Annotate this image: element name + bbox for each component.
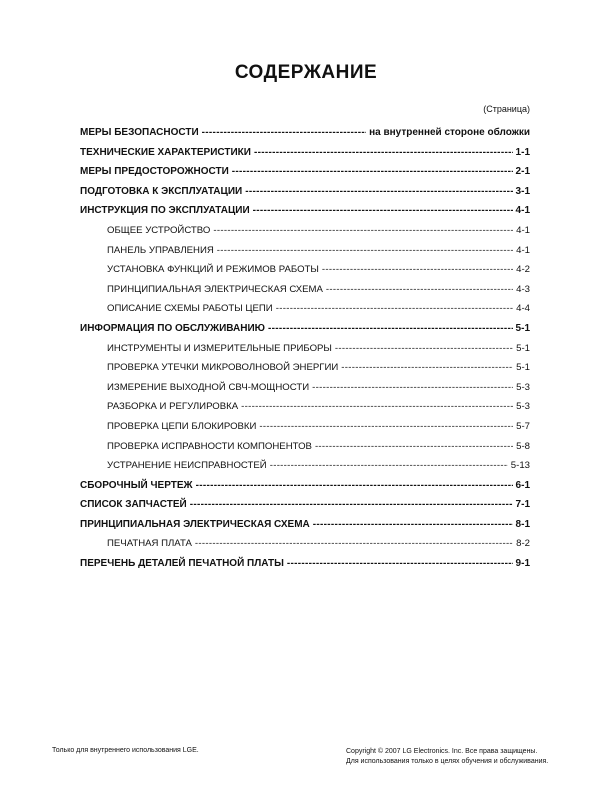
toc-page-number: 2-1 xyxy=(515,166,530,178)
toc-leader-dots xyxy=(341,362,513,373)
toc-entry-title: ПРОВЕРКА УТЕЧКИ МИКРОВОЛНОВОЙ ЭНЕРГИИ xyxy=(107,362,339,374)
toc-entry-title: ИНСТРУКЦИЯ ПО ЭКСПЛУАТАЦИИ xyxy=(80,205,250,217)
toc-entry-title: ПЕЧАТНАЯ ПЛАТА xyxy=(107,538,192,550)
toc-subsection-row[interactable] xyxy=(80,343,530,363)
toc-leader-dots xyxy=(254,147,513,158)
toc-section-row[interactable] xyxy=(80,480,530,500)
footer-internal-use: Только для внутреннего использования LGE. xyxy=(52,747,199,754)
toc-leader-dots xyxy=(270,460,508,471)
toc-subsection-row[interactable] xyxy=(80,460,530,480)
toc-leader-dots xyxy=(326,284,513,295)
toc-page-number: на внутренней стороне обложки xyxy=(369,127,530,138)
toc-leader-dots xyxy=(335,343,513,354)
toc-page-number: 5-1 xyxy=(516,362,530,374)
page-column-note: (Страница) xyxy=(483,104,530,114)
toc-entry-title: ИНФОРМАЦИЯ ПО ОБСЛУЖИВАНИЮ xyxy=(80,322,265,334)
toc-section-row[interactable] xyxy=(80,205,530,225)
toc-entry-title: СПИСОК ЗАПЧАСТЕЙ xyxy=(80,499,187,511)
toc-entry-title: ПЕРЕЧЕНЬ ДЕТАЛЕЙ ПЕЧАТНОЙ ПЛАТЫ xyxy=(80,558,284,570)
toc-entry-title: РАЗБОРКА И РЕГУЛИРОВКА xyxy=(107,401,239,413)
toc-section-row[interactable] xyxy=(80,519,530,539)
toc-page-number: 5-3 xyxy=(516,401,530,413)
toc-entry-title: ИЗМЕРЕНИЕ ВЫХОДНОЙ СВЧ-МОЩНОСТИ xyxy=(107,381,310,393)
footer-copyright-line: Copyright © 2007 LG Electronics. Inc. Все права защищены. xyxy=(346,748,538,755)
footer-copyright xyxy=(346,747,548,767)
toc-subsection-row[interactable] xyxy=(80,284,530,304)
toc-leader-dots xyxy=(268,323,513,334)
toc-leader-dots xyxy=(232,166,513,177)
toc-leader-dots xyxy=(241,401,513,412)
toc-page-number: 7-1 xyxy=(515,499,530,511)
page-title: СОДЕРЖАНИЕ xyxy=(234,62,378,83)
toc-page-number: 4-1 xyxy=(515,205,530,217)
toc-section-row[interactable] xyxy=(80,127,530,147)
toc-subsection-row[interactable] xyxy=(80,225,530,245)
toc-page-number: 8-1 xyxy=(515,518,530,530)
toc-entry-title: ПРИНЦИПИАЛЬНАЯ ЭЛЕКТРИЧЕСКАЯ СХЕМА xyxy=(107,283,323,295)
toc-entry-title: ПОДГОТОВКА К ЭКСПЛУАТАЦИИ xyxy=(80,185,243,197)
toc-page-number: 5-7 xyxy=(516,420,530,432)
toc-page-number: 4-4 xyxy=(516,303,530,315)
toc-leader-dots xyxy=(217,245,513,256)
toc-entry-title: УСТРАНЕНИЕ НЕИСПРАВНОСТЕЙ xyxy=(107,460,267,472)
toc-leader-dots xyxy=(287,558,513,569)
toc-page-number: 5-8 xyxy=(516,440,530,452)
toc-subsection-row[interactable] xyxy=(80,303,530,323)
toc-leader-dots xyxy=(315,441,513,452)
toc-entry-title: МЕРЫ ПРЕДОСТОРОЖНОСТИ xyxy=(80,166,229,178)
toc-leader-dots xyxy=(312,382,513,393)
toc-leader-dots xyxy=(313,519,513,530)
toc-section-row[interactable] xyxy=(80,323,530,343)
footer-usage-line: Для использования только в целях обучения и обслуживания. xyxy=(346,758,549,765)
toc-page-number: 9-1 xyxy=(515,558,530,570)
toc-page-number: 8-2 xyxy=(516,538,530,550)
toc-leader-dots xyxy=(196,480,513,491)
toc-subsection-row[interactable] xyxy=(80,382,530,402)
table-of-contents xyxy=(80,127,530,578)
toc-leader-dots xyxy=(259,421,513,432)
toc-entry-title: ОБЩЕЕ УСТРОЙСТВО xyxy=(107,224,211,236)
toc-page-number: 5-13 xyxy=(510,460,530,472)
toc-entry-title: ПРОВЕРКА ИСПРАВНОСТИ КОМПОНЕНТОВ xyxy=(107,440,312,452)
toc-entry-title: ТЕХНИЧЕСКИЕ ХАРАКТЕРИСТИКИ xyxy=(80,146,251,158)
toc-entry-title: ПРОВЕРКА ЦЕПИ БЛОКИРОВКИ xyxy=(107,420,257,432)
toc-section-row[interactable] xyxy=(80,147,530,167)
toc-page-number: 6-1 xyxy=(515,479,530,491)
toc-section-row[interactable] xyxy=(80,186,530,206)
toc-subsection-row[interactable] xyxy=(80,441,530,461)
toc-entry-title: ОПИСАНИЕ СХЕМЫ РАБОТЫ ЦЕПИ xyxy=(107,303,273,315)
toc-page-number: 3-1 xyxy=(515,185,530,197)
toc-subsection-row[interactable] xyxy=(80,245,530,265)
toc-leader-dots xyxy=(253,205,513,216)
toc-entry-title: СБОРОЧНЫЙ ЧЕРТЕЖ xyxy=(80,479,193,491)
toc-entry-title: ПАНЕЛЬ УПРАВЛЕНИЯ xyxy=(107,244,214,256)
toc-subsection-row[interactable] xyxy=(80,401,530,421)
toc-subsection-row[interactable] xyxy=(80,538,530,558)
toc-page-number: 4-2 xyxy=(516,264,530,276)
toc-page-number: 4-1 xyxy=(516,244,530,256)
toc-page-number: 5-3 xyxy=(516,381,530,393)
toc-page-number: 5-1 xyxy=(516,342,530,354)
toc-entry-title: УСТАНОВКА ФУНКЦИЙ И РЕЖИМОВ РАБОТЫ xyxy=(107,264,319,276)
toc-entry-title: ИНСТРУМЕНТЫ И ИЗМЕРИТЕЛЬНЫЕ ПРИБОРЫ xyxy=(107,342,332,354)
toc-page-number: 4-1 xyxy=(516,224,530,236)
toc-leader-dots xyxy=(276,303,513,314)
toc-subsection-row[interactable] xyxy=(80,362,530,382)
toc-leader-dots xyxy=(322,264,513,275)
toc-leader-dots xyxy=(245,186,512,197)
toc-subsection-row[interactable] xyxy=(80,421,530,441)
toc-leader-dots xyxy=(190,499,513,510)
toc-page-number: 5-1 xyxy=(515,322,530,334)
toc-leader-dots xyxy=(213,225,513,236)
toc-section-row[interactable] xyxy=(80,499,530,519)
toc-page-number: 4-3 xyxy=(516,283,530,295)
toc-section-row[interactable] xyxy=(80,558,530,578)
toc-section-row[interactable] xyxy=(80,166,530,186)
toc-leader-dots xyxy=(195,538,513,549)
toc-entry-title: МЕРЫ БЕЗОПАСНОСТИ xyxy=(80,127,199,138)
toc-subsection-row[interactable] xyxy=(80,264,530,284)
toc-page-number: 1-1 xyxy=(515,146,530,158)
toc-entry-title: ПРИНЦИПИАЛЬНАЯ ЭЛЕКТРИЧЕСКАЯ СХЕМА xyxy=(80,518,310,530)
toc-leader-dots xyxy=(202,127,366,138)
